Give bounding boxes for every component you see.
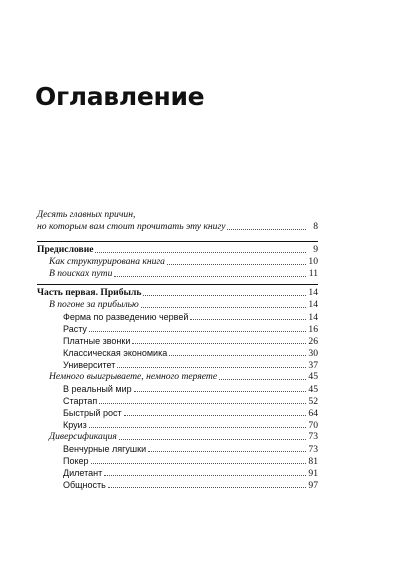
toc-subchapter-entry[interactable] [37,479,318,491]
dot-leader [148,443,306,452]
dot-leader [134,383,306,392]
dot-leader [141,299,306,308]
dot-leader [190,311,306,320]
toc-chapter-entry[interactable] [37,256,318,268]
toc-page-number: 37 [308,360,318,371]
dot-leader [167,256,306,265]
toc-page-number: 26 [308,336,318,347]
toc-subchapter-entry[interactable] [37,443,318,455]
toc-page-number: 9 [313,244,318,255]
toc-page-number: 8 [313,221,318,232]
toc-subchapter-entry[interactable] [37,383,318,395]
toc-section-entry[interactable] [37,287,318,299]
toc-intro-line1: Десять главных причин, [37,209,136,220]
toc-entry-label: Покер [63,456,89,466]
dot-leader [108,479,306,488]
toc-entry-label: но которым вам стоит прочитать эту книгу [37,221,226,232]
toc-page-number: 14 [308,287,318,298]
toc-spacer [37,233,318,241]
toc-section-entry[interactable] [37,244,318,256]
toc-subchapter-entry[interactable] [37,347,318,359]
toc-page-number: 73 [308,431,318,442]
toc-sections [37,241,318,495]
toc-subchapter-entry[interactable] [37,419,318,431]
toc-intro-entry[interactable] [37,221,318,233]
dot-leader [219,371,306,380]
toc-subchapter-entry[interactable] [37,467,318,479]
toc-page-number: 14 [308,312,318,323]
toc-page-number: 70 [308,420,318,431]
dot-leader [91,455,306,464]
dot-leader [104,467,306,476]
toc-entry-label: Часть первая. Прибыль [37,287,142,298]
toc-page-number: 11 [308,268,318,279]
toc-entry-label: Платные звонки [63,336,131,346]
toc-entry-label: Быстрый рост [63,408,122,418]
toc-page-number: 81 [308,456,318,467]
toc-subchapter-entry[interactable] [37,359,318,371]
page-title: Оглавление [35,82,205,111]
toc-page-number: 45 [308,384,318,395]
dot-leader [89,323,306,332]
toc-subchapter-entry[interactable] [37,311,318,323]
dot-leader [117,359,306,368]
dot-leader [119,431,306,440]
toc-subchapter-entry[interactable] [37,455,318,467]
toc-entry-label: Ферма по разведению червей [63,312,189,322]
toc-subchapter-entry[interactable] [37,335,318,347]
toc-subchapter-entry[interactable] [37,395,318,407]
toc-page-number: 10 [308,256,318,267]
toc-page-number: 52 [308,396,318,407]
dot-leader [169,347,306,356]
toc-entry-label: Немного выигрываете, немного теряете [49,371,218,382]
toc-chapter-entry[interactable] [37,299,318,311]
toc-page-number: 45 [308,371,318,382]
toc-entry-label: Расту [63,324,87,334]
table-of-contents [37,209,318,495]
toc-chapter-entry[interactable] [37,371,318,383]
section-divider [37,241,318,242]
toc-entry-label: Как структурирована книга [49,256,165,267]
dot-leader [114,268,306,277]
toc-spacer [37,491,318,495]
toc-page-number: 14 [308,299,318,310]
toc-entry-label: Классическая экономика [63,348,168,358]
dot-leader [143,287,306,296]
toc-page-number: 91 [308,468,318,479]
toc-entry-label: Дилетант [63,468,103,478]
toc-chapter-entry[interactable] [37,431,318,443]
toc-entry-label: В погоне за прибылью [49,299,139,310]
toc-subchapter-entry[interactable] [37,323,318,335]
dot-leader [124,407,306,416]
dot-leader [99,395,306,404]
dot-leader [227,221,306,230]
toc-page-number: 30 [308,348,318,359]
toc-entry-label: Венчурные лягушки [63,444,147,454]
toc-entry-label: Университет [63,360,116,370]
dot-leader [95,244,306,253]
dot-leader [132,335,306,344]
toc-entry-label: Стартап [63,396,98,406]
toc-subchapter-entry[interactable] [37,407,318,419]
toc-chapter-entry[interactable] [37,268,318,280]
toc-page-number: 73 [308,444,318,455]
toc-entry-label: Общность [63,480,106,490]
dot-leader [89,419,306,428]
toc-entry-label: В поисках пути [49,268,113,279]
toc-entry-label: Предисловие [37,244,94,255]
toc-entry-label: В реальный мир [63,384,132,394]
toc-page-number: 97 [308,480,318,491]
toc-entry-label: Круиз [63,420,87,430]
section-divider [37,284,318,285]
toc-entry-label: Диверсификация [49,431,117,442]
toc-page-number: 64 [308,408,318,419]
toc-page-number: 16 [308,324,318,335]
